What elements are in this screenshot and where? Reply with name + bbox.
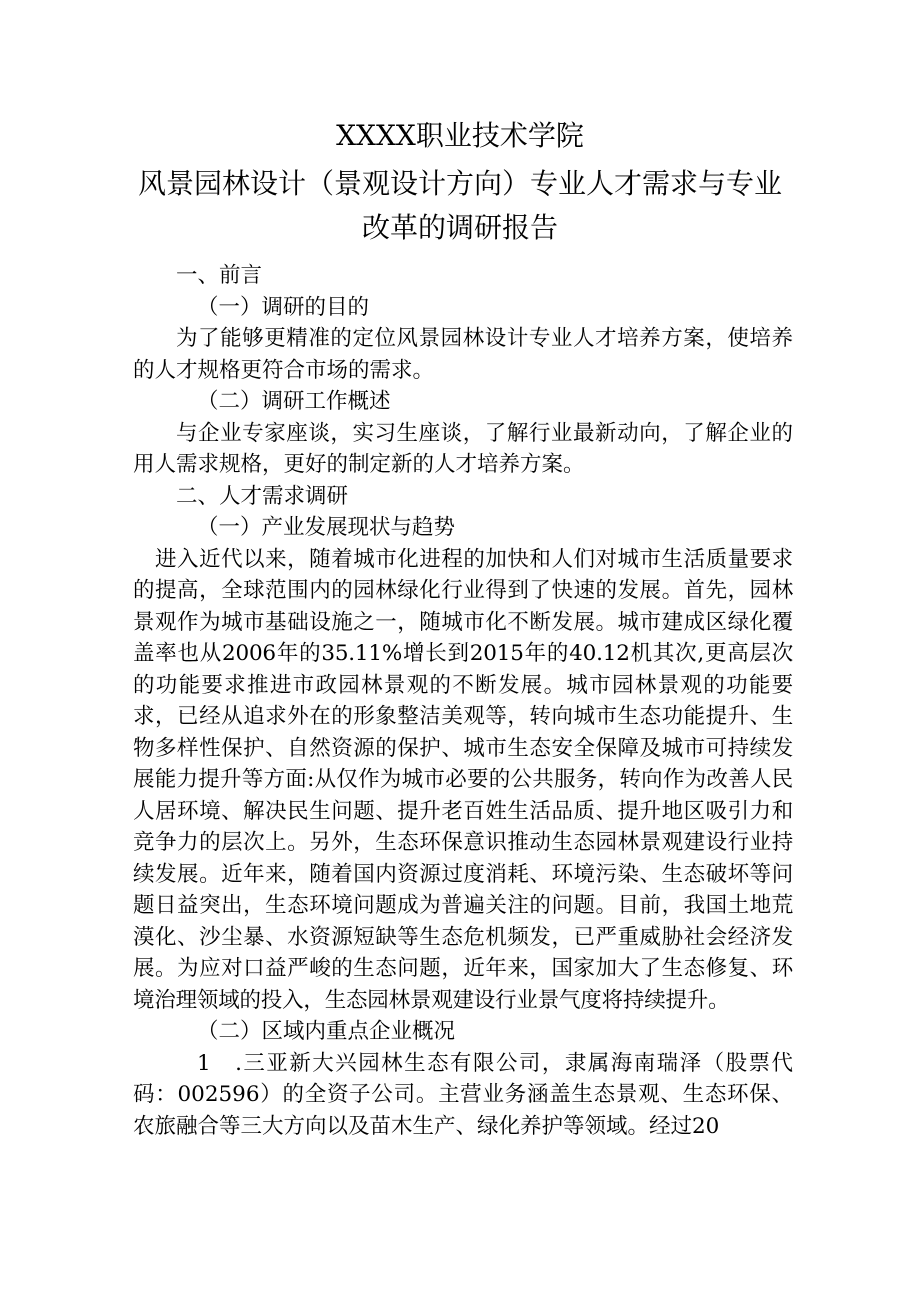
title-institution: XXXX职业技术学院 <box>336 119 584 152</box>
title-main-line2: 改革的调研报告 <box>361 211 558 244</box>
list-item-enterprise-1: 1 .三亚新大兴园林生态有限公司，隶属海南瑞泽（股票代码：002596）的全资子公司。主营业务涵盖生态景观、生态环保、农旅融合等三大方向以及苗木生产、绿化养护等领域。经过20 <box>133 1050 793 1139</box>
section-heading-talent-demand: 二、人才需求调研 <box>176 483 349 509</box>
subsection-heading-key-enterprises: （二）区域内重点企业概况 <box>197 1019 456 1044</box>
paragraph-purpose: 为了能够更精准的定位风景园林设计专业人才培养方案，使培养的人才规格更符合市场的需求。 <box>133 326 793 383</box>
title-main-line1: 风景园林设计（景观设计方向）专业人才需求与专业 <box>137 167 782 200</box>
paragraph-overview: 与企业专家座谈，实习生座谈，了解行业最新动向，了解企业的用人需求规格，更好的制定新的人才培养方案。 <box>133 420 793 477</box>
section-heading-preface: 一、前言 <box>176 263 263 288</box>
subsection-heading-industry-trends: （一）产业发展现状与趋势 <box>197 515 456 540</box>
paragraph-industry-trends: 进入近代以来，随着城市化进程的加快和人们对城市生活质量要求的提高，全球范围内的园林绿化行业得到了快速的发展。首先，园林景观作为城市基础设施之一，随城市化不断发展。城市建成区绿化覆盖率也从2006年的35.11%增长到2015年的40.12机其次,更高层次的功能要求推进市政园林景观的不断发展。城市园林景观的功能要求，已经从追求外在的形象整洁美观等，转向城市生态功能提升、生物多样性保护、自然资源的保护、城市生态安全保障及城市可持续发展能力提升等方面:从仅作为城市必要的公共服务，转向作为改善人民人居环境、解决民生问题、提升老百姓生活品质、提升地区吸引力和竞争力的层次上。另外，生态环保意识推动生态园林景观建设行业持续发展。近年来，随着国内资源过度消耗、环境污染、生态破坏等问题日益突出，生态环境问题成为普遍关注的问题。目前，我国土地荒漠化、沙尘暴、水资源短缺等生态危机频发，已严重威胁社会经济发展。为应对口益严峻的生态问题，近年来，国家加大了生态修复、环境治理领域的投入，生态园林景观建设行业景气度将持续提升。 <box>133 546 793 1013</box>
subsection-heading-overview: （二）调研工作概述 <box>197 389 391 414</box>
subsection-heading-purpose: （一）调研的目的 <box>197 294 370 320</box>
document-body <box>133 260 793 1142</box>
